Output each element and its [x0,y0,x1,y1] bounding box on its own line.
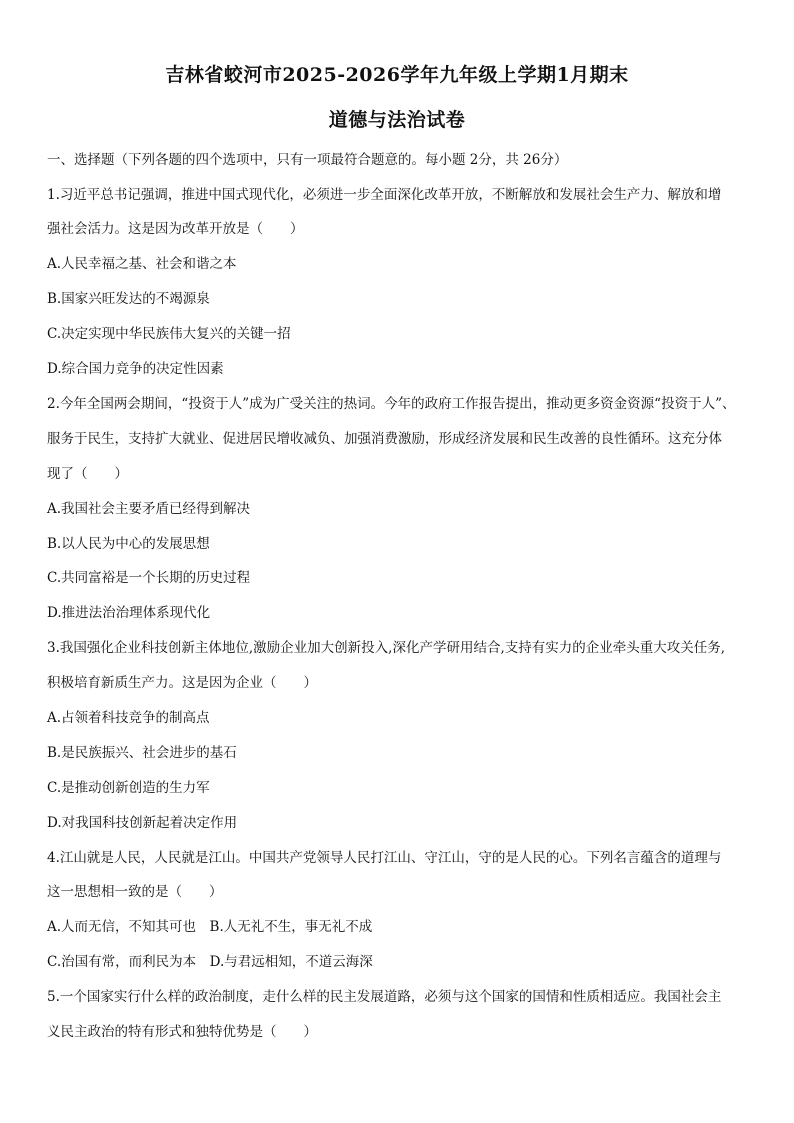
question-2-option-a: A.我国社会主要矛盾已经得到解决 [47,501,251,517]
question-2-option-b: B.以人民为中心的发展思想 [47,536,210,552]
question-1-option-b: B.国家兴旺发达的不竭源泉 [47,291,210,307]
question-1-stem-line-1: 1.习近平总书记强调，推进中国式现代化，必须进一步全面深化改革开放，不断解放和发展社会生产力、解放和增 [47,187,722,203]
question-2-stem-line-1: 2.今年全国两会期间，“投资于人”成为广受关注的热词。今年的政府工作报告提出，推动更多资金资源“投资于人”、 [47,396,736,412]
question-3-stem-line-2: 积极培育新质生产力。这是因为企业（ ） [47,675,317,691]
question-5-stem-line-1: 5.一个国家实行什么样的政治制度，走什么样的民主发展道路，必须与这个国家的国情和性质相适应。我国社会主 [47,989,722,1005]
question-3-option-a: A.占领着科技竞争的制高点 [47,710,210,726]
exam-subject-title: 道德与法治试卷 [328,109,466,131]
question-4-stem-line-2: 这一思想相一致的是（ ） [47,884,223,900]
question-2-option-d: D.推进法治治理体系现代化 [47,605,211,621]
question-1-option-d: D.综合国力竞争的决定性因素 [47,361,224,377]
question-1-stem-line-2: 强社会活力。这是因为改革开放是（ ） [47,221,304,237]
question-2-stem-line-3: 现了（ ） [47,466,128,482]
question-3-option-b: B.是民族振兴、社会进步的基石 [47,745,237,761]
question-4-stem-line-1: 4.江山就是人民，人民就是江山。中国共产党领导人民打江山、守江山，守的是人民的心。下列名言蕴含的道理与 [47,850,722,866]
question-1-option-c: C.决定实现中华民族伟大复兴的关键一招 [47,326,291,342]
question-2-option-c: C.共同富裕是一个长期的历史过程 [47,570,251,586]
question-3-option-d: D.对我国科技创新起着决定作用 [47,815,238,831]
question-1-option-a: A.人民幸福之基、社会和谐之本 [47,256,237,272]
exam-title: 吉林省蛟河市2025-2026学年九年级上学期1月期末 [165,64,629,86]
question-3-option-c: C.是推动创新创造的生力军 [47,780,210,796]
question-2-stem-line-2: 服务于民生，支持扩大就业、促进居民增收减负、加强消费激励，形成经济发展和民生改善的良性循环。这充分体 [47,431,722,447]
question-3-stem-line-1: 3.我国强化企业科技创新主体地位,激励企业加大创新投入,深化产学研用结合,支持有实力的企业牵头重大攻关任务, [47,640,726,656]
question-5-stem-line-2: 义民主政治的特有形式和独特优势是（ ） [47,1024,317,1040]
question-4-options-ab: A.人而无信，不知其可也 B.人无礼不生，事无礼不成 [47,919,373,935]
section-heading: 一、选择题（下列各题的四个选项中，只有一项最符合题意的。每小题 2分，共 26分） [47,152,568,168]
question-4-options-cd: C.治国有常，而利民为本 D.与君远相知，不道云海深 [47,954,373,970]
